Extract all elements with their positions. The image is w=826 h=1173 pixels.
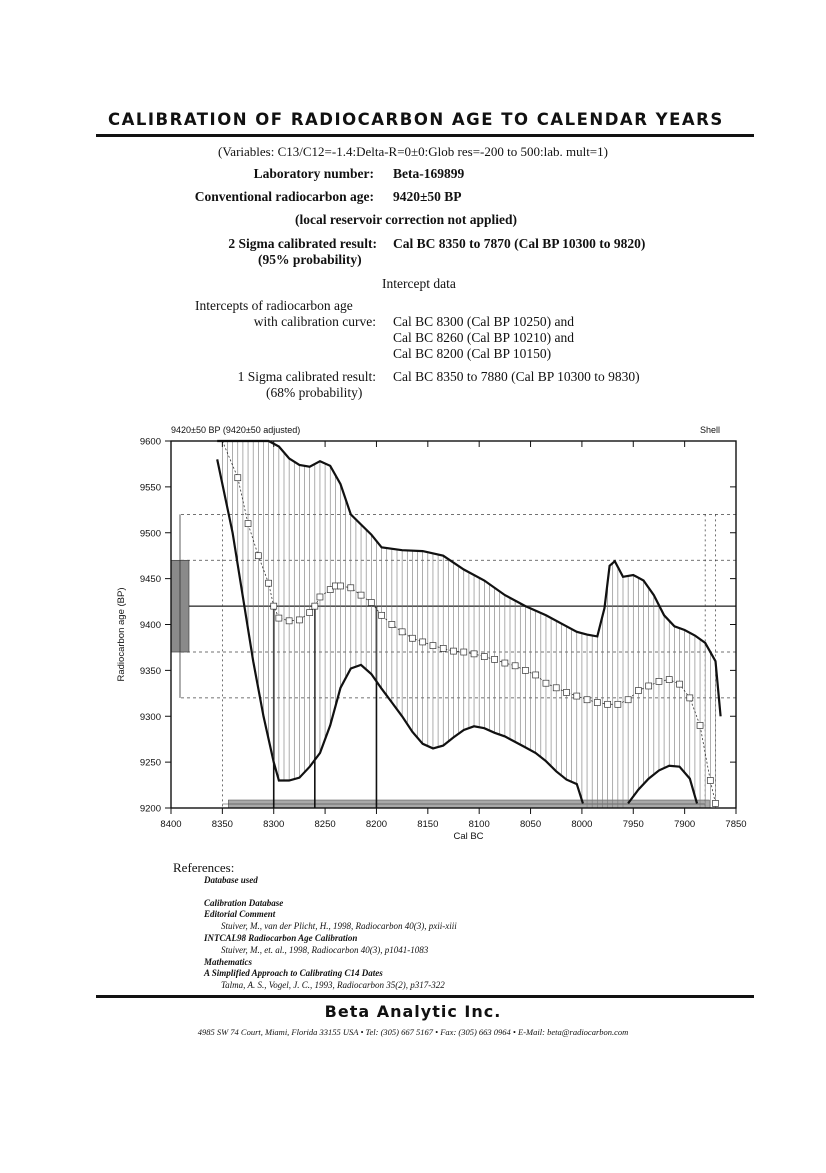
curve-point — [266, 580, 272, 586]
curve-point — [338, 583, 344, 589]
curve-point — [553, 685, 559, 691]
curve-point — [399, 629, 405, 635]
curve-point — [605, 701, 611, 707]
curve-point — [358, 592, 364, 598]
sigma2-label: 2 Sigma calibrated result: — [228, 236, 377, 251]
curve-point — [379, 612, 385, 618]
sigma1-value: Cal BC 8350 to 7880 (Cal BP 10300 to 9830) — [393, 369, 640, 384]
curve-point — [317, 594, 323, 600]
intercept-heading: Intercept data — [382, 276, 456, 291]
page-title: CALIBRATION OF RADIOCARBON AGE TO CALENDAR YEARS — [108, 110, 724, 129]
y-axis-label: Radiocarbon age (BP) — [116, 587, 127, 682]
reservoir-note: (local reservoir correction not applied) — [295, 212, 517, 227]
curve-point — [461, 649, 467, 655]
x-tick-label: 8250 — [314, 819, 336, 830]
y-tick-label: 9550 — [139, 482, 161, 494]
curve-point — [512, 663, 518, 669]
curve-point — [245, 521, 251, 527]
sigma2-probability: (95% probability) — [258, 252, 362, 267]
x-tick-label: 8400 — [160, 819, 182, 830]
references-heading: References: — [173, 860, 235, 875]
curve-point — [368, 599, 374, 605]
x-tick-label: 8300 — [263, 819, 285, 830]
curve-point — [348, 585, 354, 591]
curve-point — [451, 648, 457, 654]
curve-point — [564, 689, 570, 695]
curve-point — [543, 680, 549, 686]
curve-point — [481, 654, 487, 660]
ref-line: Talma, A. S., Vogel, J. C., 1993, Radiocarbon 35(2), p317-322 — [221, 980, 445, 990]
curve-point — [666, 677, 672, 683]
curve-point — [707, 777, 713, 783]
footer-rule — [96, 995, 754, 998]
y-tick-label: 9300 — [139, 711, 161, 723]
ref-line: Editorial Comment — [204, 909, 276, 919]
curve-point — [235, 475, 241, 481]
curve-point — [389, 622, 395, 628]
chart-corner-label: Shell — [700, 425, 721, 435]
curve-point — [502, 660, 508, 666]
variables-line: (Variables: C13/C12=-1.4:Delta-R=0±0:Glob res=-200 to 500:lab. mult=1) — [218, 144, 608, 159]
intercept-1: Cal BC 8300 (Cal BP 10250) and — [393, 314, 574, 329]
curve-point — [276, 615, 282, 621]
x-axis-label: Cal BC — [453, 831, 484, 842]
y-tick-label: 9350 — [139, 665, 161, 677]
curve-point — [255, 553, 261, 559]
curve-point — [635, 688, 641, 694]
intercepts-label-2: with calibration curve: — [253, 314, 376, 329]
ref-line: A Simplified Approach to Calibrating C14 Dates — [204, 968, 383, 978]
curve-point — [533, 672, 539, 678]
curve-point — [594, 699, 600, 705]
x-tick-label: 8000 — [571, 819, 593, 830]
ref-line: Stuiver, M., van der Plicht, H., 1998, Radiocarbon 40(3), pxii-xiii — [221, 921, 457, 931]
age-label: Conventional radiocarbon age: — [194, 189, 374, 204]
curve-point — [697, 722, 703, 728]
ref-line: INTCAL98 Radiocarbon Age Calibration — [204, 933, 358, 943]
lab-number-value: Beta-169899 — [393, 166, 465, 181]
curve-point — [409, 635, 415, 641]
x-tick-label: 8150 — [417, 819, 439, 830]
y-tick-label: 9200 — [139, 803, 161, 815]
curve-point — [522, 667, 528, 673]
curve-point — [574, 693, 580, 699]
curve-point — [471, 651, 477, 657]
curve-point — [677, 681, 683, 687]
x-tick-label: 8050 — [519, 819, 542, 830]
curve-point — [312, 603, 318, 609]
curve-point — [420, 639, 426, 645]
intercept-2: Cal BC 8260 (Cal BP 10210) and — [393, 330, 574, 345]
intercept-3: Cal BC 8200 (Cal BP 10150) — [393, 346, 552, 361]
curve-point — [712, 800, 718, 806]
intercepts-label-1: Intercepts of radiocarbon age — [195, 298, 353, 313]
curve-point — [296, 617, 302, 623]
age-value: 9420±50 BP — [393, 189, 462, 204]
y-tick-label: 9600 — [139, 436, 161, 448]
curve-point — [492, 656, 498, 662]
company-address: 4985 SW 74 Court, Miami, Florida 33155 USA • Tel: (305) 667 5167 • Fax: (305) 663 0964 • E-Mail: beta@radiocarbon.com — [197, 1027, 629, 1037]
x-tick-label: 7950 — [622, 819, 644, 830]
curve-point — [440, 645, 446, 651]
sigma1-probability: (68% probability) — [266, 385, 363, 400]
curve-point — [625, 697, 631, 703]
ref-line: Database used — [204, 875, 258, 885]
lab-number-label: Laboratory number: — [253, 166, 374, 181]
y-tick-label: 9250 — [139, 757, 161, 769]
x-tick-label: 8350 — [211, 819, 233, 830]
ref-line: Stuiver, M., et. al., 1998, Radiocarbon 40(3), p1041-1083 — [221, 945, 429, 955]
curve-point — [307, 610, 313, 616]
chart-title: 9420±50 BP (9420±50 adjusted) — [171, 425, 301, 435]
curve-point — [656, 678, 662, 684]
ref-line: Calibration Database — [204, 898, 284, 908]
curve-point — [584, 697, 590, 703]
y-tick-label: 9400 — [139, 620, 161, 631]
curve-point — [286, 618, 292, 624]
curve-point — [271, 603, 277, 609]
curve-point — [430, 643, 436, 649]
y-tick-label: 9500 — [139, 528, 161, 540]
company-name: Beta Analytic Inc. — [324, 1002, 502, 1021]
y-tick-label: 9450 — [139, 574, 161, 586]
curve-point — [615, 701, 621, 707]
x-tick-label: 7900 — [674, 819, 696, 830]
curve-point — [646, 683, 652, 689]
ref-line: Mathematics — [204, 957, 253, 967]
sigma2-value: Cal BC 8350 to 7870 (Cal BP 10300 to 9820) — [393, 236, 646, 251]
x-tick-label: 7850 — [725, 819, 747, 830]
curve-point — [687, 695, 693, 701]
x-tick-label: 8100 — [468, 819, 490, 830]
x-tick-label: 8200 — [365, 819, 388, 830]
sigma1-label: 1 Sigma calibrated result: — [237, 369, 376, 384]
